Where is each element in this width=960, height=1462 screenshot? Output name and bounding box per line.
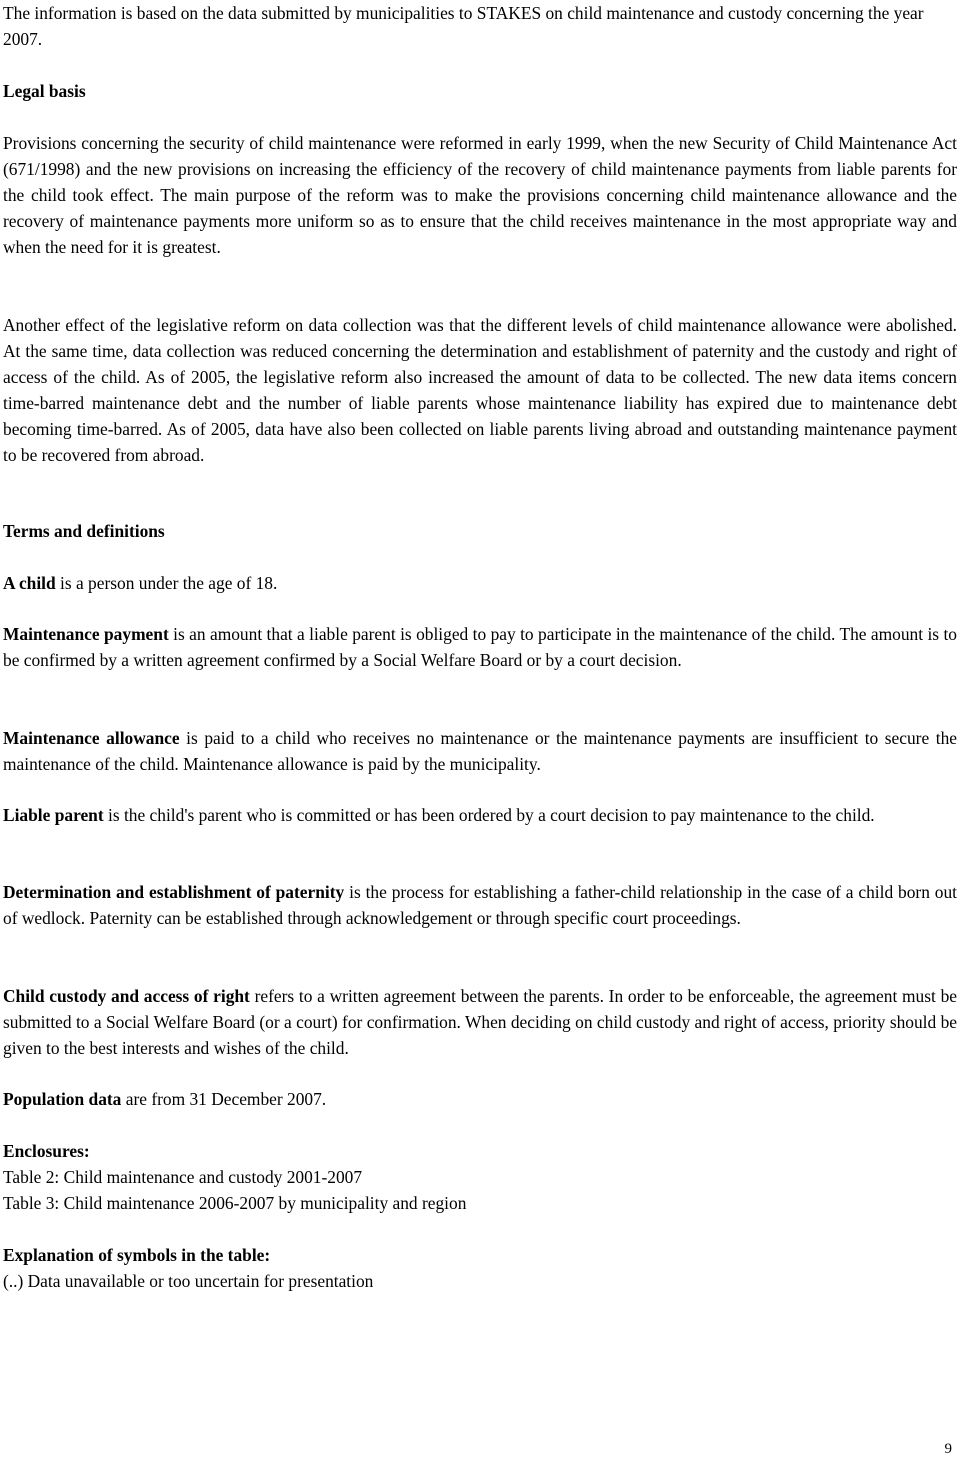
term-custody — [3, 983, 957, 1061]
term-maintenance-payment — [3, 621, 957, 673]
term-maintenance-allowance — [3, 725, 957, 777]
intro-paragraph: The information is based on the data submitted by municipalities to STAKES on child maintenance and custody concerning the year 2007. — [3, 3, 924, 49]
term-paternity — [3, 879, 957, 931]
legal-basis-paragraph-1: Provisions concerning the security of child maintenance were reformed in early 1999, when the new Security of Child Maintenance Act (671/1998) and the new provisions on increasing the efficiency of the recovery of child maintenance payments from liable parents for the child took effect. The main purpose of the reform was to make the provisions concerning child maintenance allowance and the recovery of maintenance payments more uniform so as to ensure that the child receives maintenance in the most appropriate way and when the need for it is greatest. — [3, 133, 957, 257]
symbols-heading: Explanation of symbols in the table: — [3, 1245, 271, 1265]
term-definition: is the process for establishing a father-child relationship in the case of a child born out of wedlock. Paternity can be established through acknowledgement or through specific court proceedings. — [3, 882, 957, 928]
term-definition: is a person under the age of 18. — [55, 573, 278, 593]
term-liable-parent — [3, 802, 957, 828]
legal-basis-paragraph-2: Another effect of the legislative reform on data collection was that the different levels of child maintenance allowance were abolished. At the same time, data collection was reduced concerning the determination and establishment of paternity and the custody and right of access of the child. As of 2005, the legislative reform also increased the amount of data to be collected. The new data items concern time-barred maintenance debt and the number of liable parents whose maintenance liability has expired due to maintenance debt becoming time-barred. As of 2005, data have also been collected on liable parents living abroad and outstanding maintenance payment to be recovered from abroad. — [3, 315, 957, 465]
enclosures-heading: Enclosures: — [3, 1141, 90, 1161]
enclosure-item: Table 2: Child maintenance and custody 2001-2007 — [3, 1167, 363, 1187]
term-child — [3, 570, 957, 596]
term-name: A child — [3, 573, 56, 593]
term-name: Liable parent — [3, 805, 104, 825]
term-name: Child custody and access of right — [3, 986, 250, 1006]
term-definition: is the child's parent who is committed or has been ordered by a court decision to pay maintenance to the child. — [103, 805, 875, 825]
legal-basis-heading: Legal basis — [3, 81, 86, 101]
term-definition: refers to a written agreement between the parents. In order to be enforceable, the agreement must be submitted to a Social Welfare Board (or a court) for confirmation. When deciding on child custody and right of access, priority should be given to the best interests and wishes of the child. — [3, 986, 957, 1058]
enclosure-item: Table 3: Child maintenance 2006-2007 by municipality and region — [3, 1193, 467, 1213]
term-name: Maintenance allowance — [3, 728, 180, 748]
term-definition: is an amount that a liable parent is obliged to pay to participate in the maintenance of the child. The amount is to be confirmed by a written agreement confirmed by a Social Welfare Board or by a court decision. — [3, 624, 957, 670]
symbol-item: (..) Data unavailable or too uncertain for presentation — [3, 1271, 374, 1291]
page-number: 9 — [944, 1441, 952, 1457]
term-name: Population data — [3, 1089, 122, 1109]
term-population-data — [3, 1086, 957, 1112]
term-definition: is paid to a child who receives no maintenance or the maintenance payments are insufficient to secure the maintenance of the child. Maintenance allowance is paid by the municipality. — [3, 728, 957, 774]
enclosures-section — [3, 1138, 957, 1216]
term-name: Determination and establishment of paternity — [3, 882, 345, 902]
term-definition: are from 31 December 2007. — [121, 1089, 327, 1109]
symbols-section — [3, 1242, 957, 1294]
term-name: Maintenance payment — [3, 624, 169, 644]
terms-heading: Terms and definitions — [3, 521, 165, 541]
